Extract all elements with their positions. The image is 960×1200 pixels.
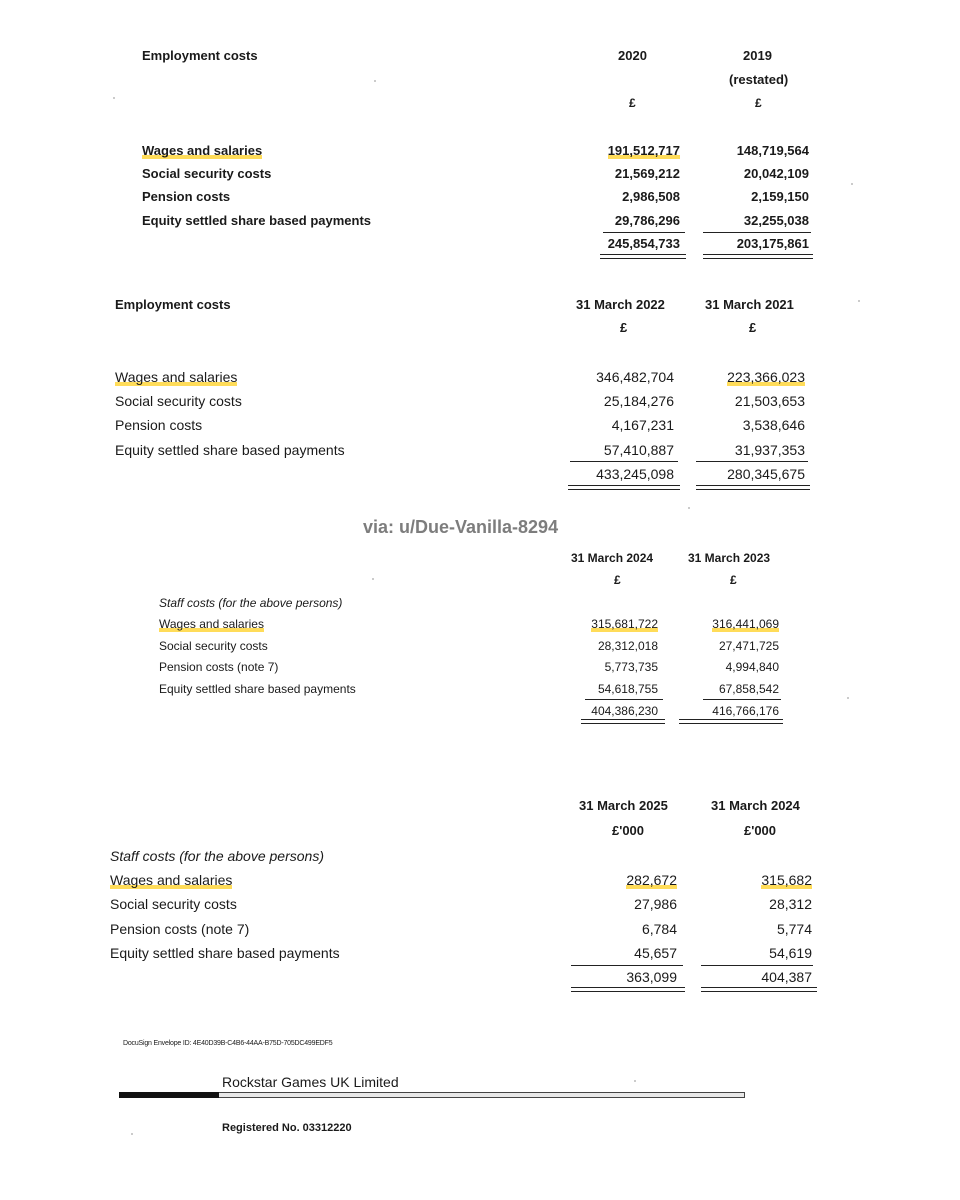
- value-social-2023: 27,471,725: [718, 639, 779, 653]
- total-2022: 433,245,098: [596, 466, 674, 482]
- subtotal-rule: [570, 461, 678, 462]
- value-social-2024: 28,312,018: [597, 639, 658, 653]
- total-2024b: 404,387: [761, 969, 812, 985]
- subtotal-rule: [603, 232, 685, 233]
- column-header-2024b: 31 March 2024: [711, 798, 800, 813]
- scan-speck: [858, 300, 860, 302]
- value-equity-2024: 54,618,755: [597, 682, 658, 696]
- row-label-social-security: Social security costs: [142, 166, 272, 181]
- unit-label: £'000: [744, 823, 777, 838]
- column-header-2022: 31 March 2022: [576, 297, 665, 312]
- subtotal-rule: [703, 699, 781, 700]
- value-equity-2022: 57,410,887: [603, 442, 674, 458]
- row-label-social-security: Social security costs: [159, 639, 268, 653]
- row-label-pension: Pension costs (note 7): [159, 660, 279, 674]
- column-header-2020: 2020: [618, 48, 647, 63]
- watermark-credit: via: u/Due-Vanilla-8294: [363, 517, 559, 537]
- row-label-wages: Wages and salaries: [110, 872, 233, 888]
- value-pension-2025: 6,784: [641, 921, 677, 937]
- value-social-2025: 27,986: [634, 896, 677, 912]
- currency-symbol: £: [629, 96, 636, 110]
- total-double-rule: [696, 485, 810, 490]
- row-label-equity: Equity settled share based payments: [142, 213, 372, 228]
- row-label-pension: Pension costs (note 7): [110, 921, 250, 937]
- row-label-wages: Wages and salaries: [142, 143, 263, 158]
- value-pension-2024: 5,773,735: [604, 660, 658, 674]
- subtotal-rule: [696, 461, 808, 462]
- column-header-2021: 31 March 2021: [705, 297, 794, 312]
- currency-symbol: £: [730, 573, 737, 587]
- scan-speck: [851, 183, 853, 185]
- row-label-wages: Wages and salaries: [115, 369, 238, 385]
- value-pension-2021: 3,538,646: [742, 417, 805, 433]
- subtotal-rule: [703, 232, 811, 233]
- scan-speck: [131, 1133, 133, 1135]
- value-wages-2019: 148,719,564: [736, 143, 809, 158]
- value-wages-2021: 223,366,023: [727, 369, 805, 385]
- unit-label: £'000: [612, 823, 645, 838]
- value-pension-2023: 4,994,840: [725, 660, 779, 674]
- row-label-wages: Wages and salaries: [159, 617, 264, 631]
- column-header-2025: 31 March 2025: [579, 798, 668, 813]
- staff-costs-caption: Staff costs (for the above persons): [110, 848, 324, 864]
- scan-speck: [113, 97, 115, 99]
- section-title: Employment costs: [115, 297, 231, 312]
- scan-speck: [372, 578, 374, 580]
- scan-speck: [634, 1080, 636, 1082]
- currency-symbol: £: [749, 320, 757, 335]
- value-wages-2023: 316,441,069: [712, 617, 779, 631]
- total-double-rule: [571, 987, 685, 992]
- value-wages-2025: 282,672: [626, 872, 677, 888]
- scan-speck: [688, 507, 690, 509]
- value-social-2020: 21,569,212: [614, 166, 680, 181]
- total-double-rule: [701, 987, 817, 992]
- docusign-envelope-id: DocuSign Envelope ID: 4E40D39B-C4B6-44AA-B75D-705DC499EDF5: [123, 1040, 333, 1047]
- section-title: Employment costs: [142, 48, 258, 63]
- value-equity-2023: 67,858,542: [718, 682, 779, 696]
- scan-speck: [374, 80, 376, 82]
- subtotal-rule: [701, 965, 813, 966]
- column-header-2019: 2019: [743, 48, 772, 63]
- value-pension-2020: 2,986,508: [622, 189, 680, 204]
- value-social-2019: 20,042,109: [743, 166, 809, 181]
- total-double-rule: [568, 485, 680, 490]
- value-wages-2022: 346,482,704: [596, 369, 674, 385]
- value-equity-2020: 29,786,296: [614, 213, 680, 228]
- header-bar-solid: [119, 1092, 219, 1098]
- row-label-pension: Pension costs: [142, 189, 231, 204]
- company-name: Rockstar Games UK Limited: [222, 1074, 399, 1090]
- value-equity-2024b: 54,619: [769, 945, 812, 961]
- currency-symbol: £: [755, 96, 762, 110]
- value-pension-2024b: 5,774: [776, 921, 812, 937]
- total-2023: 416,766,176: [712, 704, 779, 718]
- value-pension-2022: 4,167,231: [611, 417, 674, 433]
- column-header-2024: 31 March 2024: [571, 551, 654, 565]
- row-label-equity: Equity settled share based payments: [159, 682, 356, 696]
- subtotal-rule: [585, 699, 663, 700]
- total-2025: 363,099: [626, 969, 677, 985]
- value-pension-2019: 2,159,150: [751, 189, 809, 204]
- value-social-2022: 25,184,276: [603, 393, 674, 409]
- total-2024: 404,386,230: [591, 704, 658, 718]
- subtotal-rule: [571, 965, 683, 966]
- staff-costs-caption: Staff costs (for the above persons): [159, 596, 343, 610]
- column-note-restated: (restated): [729, 72, 789, 87]
- value-social-2021: 21,503,653: [734, 393, 805, 409]
- row-label-equity: Equity settled share based payments: [110, 945, 340, 961]
- total-2021: 280,345,675: [727, 466, 805, 482]
- total-2019: 203,175,861: [736, 236, 809, 251]
- value-social-2024b: 28,312: [769, 896, 812, 912]
- row-label-social-security: Social security costs: [110, 896, 237, 912]
- value-wages-2024: 315,681,722: [591, 617, 658, 631]
- currency-symbol: £: [614, 573, 621, 587]
- row-label-equity: Equity settled share based payments: [115, 442, 345, 458]
- value-wages-2024b: 315,682: [761, 872, 812, 888]
- scan-speck: [847, 697, 849, 699]
- registered-number: Registered No. 03312220: [222, 1122, 352, 1134]
- row-label-pension: Pension costs: [115, 417, 203, 433]
- total-double-rule: [679, 719, 783, 724]
- total-double-rule: [600, 254, 686, 259]
- currency-symbol: £: [620, 320, 628, 335]
- value-equity-2025: 45,657: [634, 945, 677, 961]
- row-label-social-security: Social security costs: [115, 393, 242, 409]
- column-header-2023: 31 March 2023: [688, 551, 771, 565]
- value-wages-2020: 191,512,717: [607, 143, 680, 158]
- value-equity-2021: 31,937,353: [734, 442, 805, 458]
- total-double-rule: [581, 719, 665, 724]
- total-2020: 245,854,733: [607, 236, 680, 251]
- total-double-rule: [703, 254, 813, 259]
- value-equity-2019: 32,255,038: [743, 213, 809, 228]
